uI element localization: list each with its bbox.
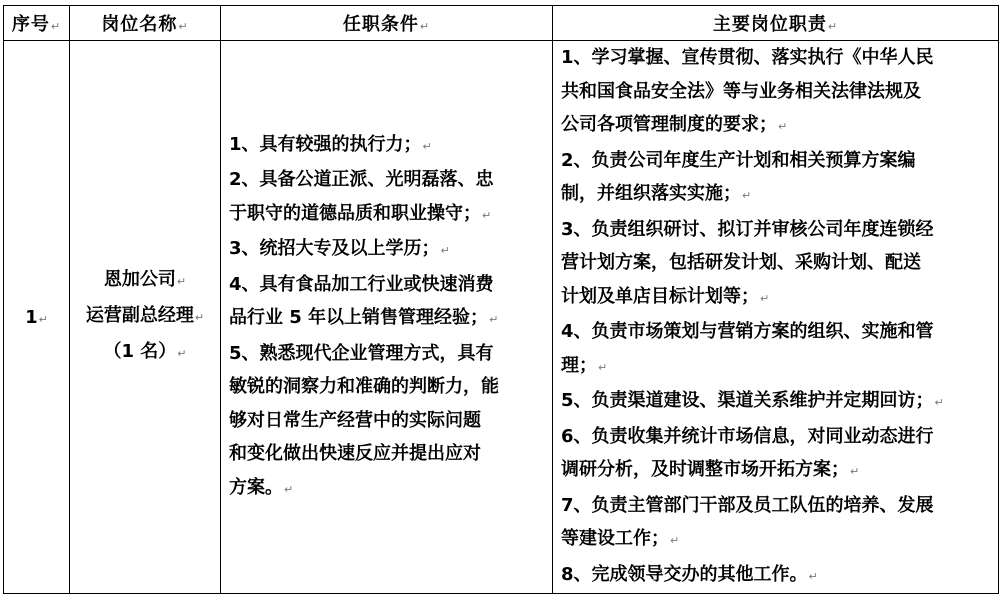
duty-line: 2、负责公司年度生产计划和相关预算方案编 xyxy=(561,149,916,171)
requirement-line: 够对日常生产经营中的实际问题 xyxy=(229,409,481,431)
duty-line: 理；↵ xyxy=(561,354,608,376)
position-line: （1 名）↵ xyxy=(103,341,187,362)
position-cell xyxy=(70,41,221,594)
duty-line: 等建设工作；↵ xyxy=(561,528,680,549)
requirement-line: 和变化做出快速反应并提出应对 xyxy=(229,443,481,465)
header-duties: 主要岗位职责↵ xyxy=(553,6,999,41)
job-description-table xyxy=(3,5,999,594)
duty-line: 6、负责收集并统计市场信息，对同业动态进行 xyxy=(561,425,934,447)
duty-line: 公司各项管理制度的要求；↵ xyxy=(561,114,788,135)
requirement-line: 品行业 5 年以上销售管理经验；↵ xyxy=(229,307,499,329)
header-position: 岗位名称↵ xyxy=(70,6,221,41)
duty-line: 计划及单店目标计划等；↵ xyxy=(561,285,770,307)
duty-line: 共和国食品安全法》等与业务相关法律法规及 xyxy=(561,80,921,102)
duties-cell xyxy=(553,41,999,594)
duty-line: 营计划方案，包括研发计划、采购计划、配送 xyxy=(561,252,921,273)
header-requirements: 任职条件↵ xyxy=(221,6,553,41)
position-line: 运营副总经理↵ xyxy=(85,305,205,326)
duty-line: 5、负责渠道建设、渠道关系维护并定期回访；↵ xyxy=(561,390,944,411)
duty-line: 制，并组织落实实施；↵ xyxy=(561,183,752,204)
requirement-line: 1、具有较强的执行力；↵ xyxy=(229,133,432,155)
header-seq: 序号↵ xyxy=(4,6,70,41)
position-line: 恩加公司↵ xyxy=(103,269,187,290)
table-row xyxy=(4,41,999,594)
requirement-line: 4、具有食品加工行业或快速消费 xyxy=(229,273,494,295)
duty-line: 7、负责主管部门干部及员工队伍的培养、发展 xyxy=(561,494,934,516)
requirement-line: 敏锐的洞察力和准确的判断力，能 xyxy=(229,376,499,398)
requirement-line: 2、具备公道正派、光明磊落、忠 xyxy=(229,169,494,191)
header-row xyxy=(4,6,999,41)
seq-cell: 1↵ xyxy=(4,41,70,594)
requirement-line: 5、熟悉现代企业管理方式，具有 xyxy=(229,342,494,364)
duty-line: 4、负责市场策划与营销方案的组织、实施和管 xyxy=(561,321,934,342)
duty-line: 调研分析，及时调整市场开拓方案；↵ xyxy=(561,459,860,480)
requirements-cell xyxy=(221,41,553,594)
requirement-line: 于职守的道德品质和职业操守；↵ xyxy=(229,202,492,224)
duty-line: 1、学习掌握、宣传贯彻、落实执行《中华人民 xyxy=(561,47,934,68)
requirement-line: 方案。↵ xyxy=(229,476,294,498)
duty-line: 8、完成领导交办的其他工作。↵ xyxy=(561,563,818,585)
duty-line: 3、负责组织研讨、拟订并审核公司年度连锁经 xyxy=(561,218,934,240)
requirement-line: 3、统招大专及以上学历；↵ xyxy=(229,238,450,260)
